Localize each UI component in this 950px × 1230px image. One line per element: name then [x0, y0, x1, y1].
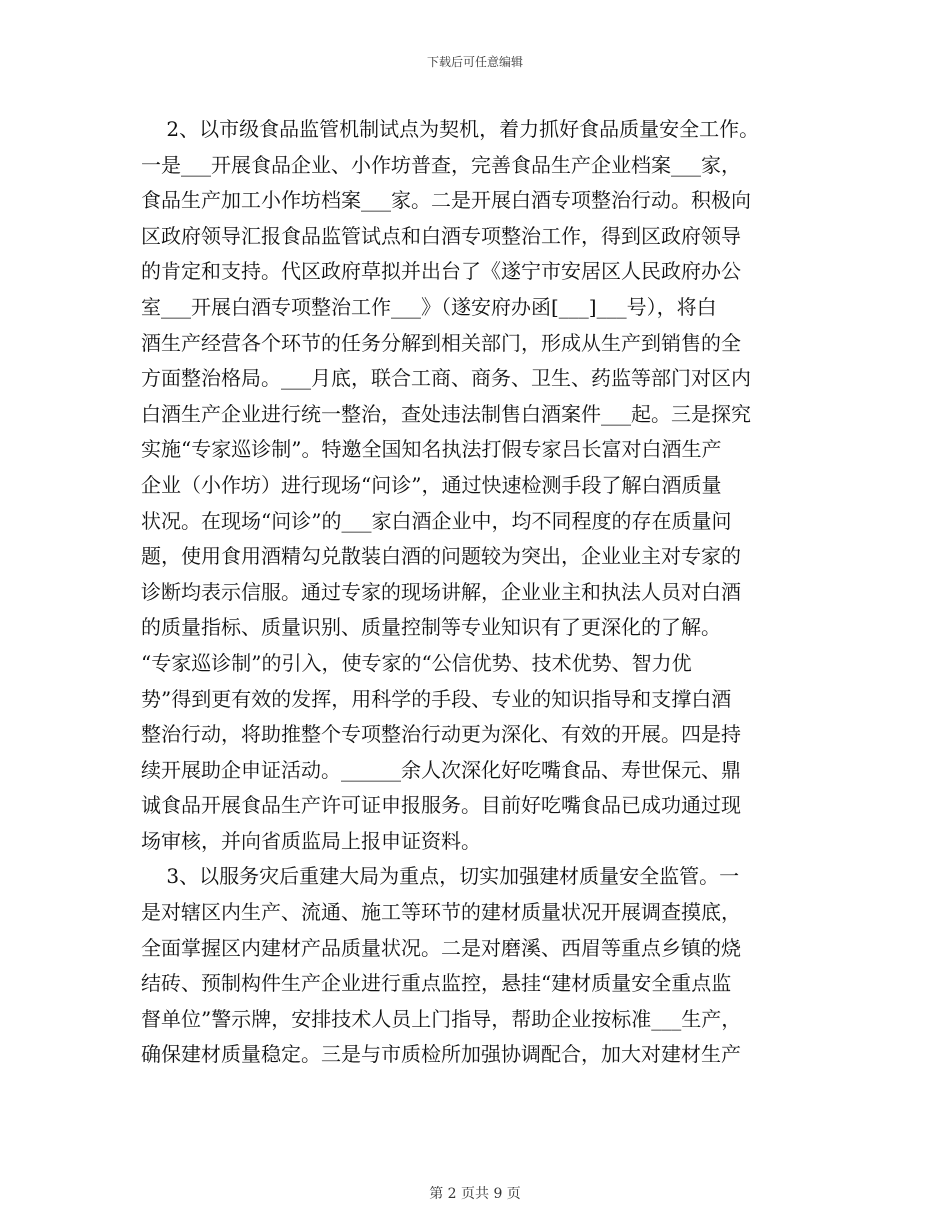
text-line: 是对辖区内生产、流通、施工等环节的建材质量状况开展调查摸底，	[141, 900, 741, 925]
text-line: 白酒生产企业进行统一整治，查处违法制售白酒案件___起。三是探究	[141, 401, 751, 426]
text-line: 企业（小作坊）进行现场“问诊”，通过快速检测手段了解白酒质量	[141, 472, 722, 497]
text-line: 确保建材质量稳定。三是与市质检所加强协调配合，加大对建材生产	[141, 1042, 741, 1067]
text-line: 3、以服务灾后重建大局为重点，切实加强建材质量安全监管。一	[141, 864, 740, 889]
text-line: 场审核，并向省质监局上报申证资料。	[141, 828, 481, 853]
text-line: 整治行动，将助推整个专项整治行动更为深化、有效的开展。四是持	[141, 722, 741, 747]
text-line: “专家巡诊制”的引入，使专家的“公信优势、技术优势、智力优	[141, 650, 692, 675]
text-line: 的肯定和支持。代区政府草拟并出台了《遂宁市安居区人民政府办公	[141, 259, 741, 284]
text-line: 状况。在现场“问诊”的___家白酒企业中，均不同程度的存在质量问	[141, 508, 732, 533]
page-footer: 第 2 页共 9 页	[429, 1186, 521, 1202]
text-line: 酒生产经营各个环节的任务分解到相关部门，形成从生产到销售的全	[141, 330, 741, 355]
page-header: 下载后可任意编辑	[426, 55, 523, 69]
text-line: 食品生产加工小作坊档案___家。二是开展白酒专项整治行动。积极向	[141, 188, 751, 213]
text-line: 方面整治格局。___月底，联合工商、商务、卫生、药监等部门对区内	[141, 366, 751, 391]
text-line: 督单位”警示牌，安排技术人员上门指导，帮助企业按标准___生产，	[141, 1006, 742, 1031]
text-line: 室___开展白酒专项整治工作___》（遂安府办函[___]___号），将白	[141, 294, 717, 319]
text-line: 区政府领导汇报食品监管试点和白酒专项整治工作，得到区政府领导	[141, 223, 741, 248]
text-line: 续开展助企申证活动。______余人次深化好吃嘴食品、寿世保元、鼎	[141, 757, 741, 782]
text-line: 诚食品开展食品生产许可证申报服务。目前好吃嘴食品已成功通过现	[141, 793, 741, 818]
text-line: 结砖、预制构件生产企业进行重点监控，悬挂“建材质量安全重点监	[141, 971, 732, 996]
text-line: 诊断均表示信服。通过专家的现场讲解，企业业主和执法人员对白酒	[141, 579, 741, 604]
text-line: 的质量指标、质量识别、质量控制等专业知识有了更深化的了解。	[141, 615, 721, 640]
text-line: 一是___开展食品企业、小作坊普查，完善食品生产企业档案___家，	[141, 152, 741, 177]
text-line: 2、以市级食品监管机制试点为契机，着力抓好食品质量安全工作。	[141, 117, 760, 141]
document-body	[141, 112, 811, 1073]
text-line: 实施“专家巡诊制”。特邀全国知名执法打假专家吕长富对白酒生产	[141, 437, 722, 462]
text-line: 题，使用食用酒精勾兑散装白酒的问题较为突出，企业业主对专家的	[141, 544, 741, 569]
text-line: 全面掌握区内建材产品质量状况。二是对磨溪、西眉等重点乡镇的烧	[141, 935, 741, 960]
text-line: 势”得到更有效的发挥，用科学的手段、专业的知识指导和支撑白酒	[141, 686, 732, 711]
